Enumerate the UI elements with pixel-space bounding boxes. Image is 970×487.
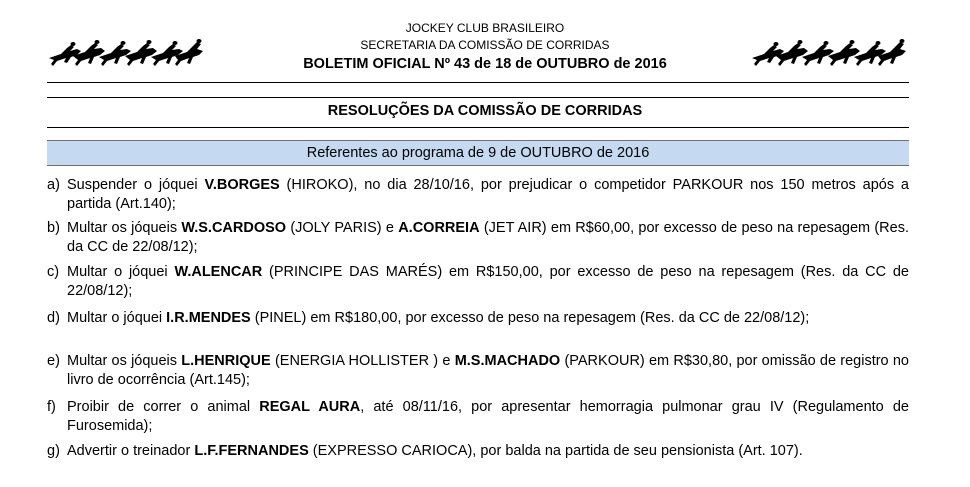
item-letter: a) [47, 177, 60, 193]
item-text-run: (JET AIR) em R$60,00, por excesso de peso na repesagem (Res. da CC de 22/08/12); [67, 220, 909, 255]
resolution-item [47, 309, 909, 328]
item-text-run: Multar os jóqueis [67, 353, 182, 369]
item-text-run: (HIROKO), no dia 28/10/16, por prejudicar o competidor PARKOUR nos 150 metros após a partida (Art.140); [67, 177, 909, 212]
item-text [67, 176, 909, 214]
item-text-bold: L.HENRIQUE [181, 353, 271, 369]
header-divider [47, 82, 909, 83]
item-text [67, 442, 909, 461]
racing-horses-icon [750, 36, 908, 70]
program-reference-bar: Referentes ao programa de 9 de OUTUBRO de 2016 [47, 140, 909, 166]
item-letter: g) [47, 443, 60, 459]
item-text-run: Proibir de correr o animal [67, 399, 260, 415]
item-letter: e) [47, 353, 60, 369]
resolution-item [47, 263, 909, 301]
item-text-run: (JOLY PARIS) e [286, 220, 399, 236]
section-top-divider [47, 97, 909, 98]
item-text-run: Multar o jóquei [67, 264, 175, 280]
org-name: JOCKEY CLUB BRASILEIRO [405, 21, 565, 35]
item-letter: f) [47, 399, 56, 415]
item-text-run: (ENERGIA HOLLISTER ) e [270, 353, 455, 369]
item-text [67, 263, 909, 301]
item-text-run: Multar o jóquei [67, 310, 167, 326]
item-text-run: (EXPRESSO CARIOCA), por balda na partida de seu pensionista (Art. 107). [308, 443, 803, 459]
item-text-run: Suspender o jóquei [67, 177, 205, 193]
section-bottom-divider [47, 127, 909, 128]
item-text-bold: L.F.FERNANDES [194, 443, 309, 459]
item-text-bold: A.CORREIA [398, 220, 480, 236]
item-text-run: (PARKOUR) em R$30,80, por omissão de registro no livro de ocorrência (Art.145); [67, 353, 909, 388]
item-text-run: Advertir o treinador [67, 443, 195, 459]
item-text-bold: W.S.CARDOSO [181, 220, 287, 236]
item-text-bold: V.BORGES [204, 177, 280, 193]
resolution-item [47, 352, 909, 390]
resolution-item [47, 442, 909, 461]
item-text [67, 309, 909, 328]
item-letter: d) [47, 310, 60, 326]
section-title: RESOLUÇÕES DA COMISSÃO DE CORRIDAS [327, 103, 643, 119]
item-text-run: Multar os jóqueis [67, 220, 182, 236]
resolution-item [47, 398, 909, 436]
item-text-bold: W.ALENCAR [174, 264, 263, 280]
resolution-item [47, 176, 909, 214]
bulletin-header [0, 0, 970, 90]
item-letter: b) [47, 220, 60, 236]
item-text-bold: M.S.MACHADO [454, 353, 561, 369]
item-text-run: (PRINCIPE DAS MARÉS) em R$150,00, por excesso de peso na repesagem (Res. da CC de 22/08/12); [67, 264, 909, 299]
item-text [67, 352, 909, 390]
resolution-item [47, 219, 909, 257]
bulletin-title: BOLETIM OFICIAL Nº 43 de 18 de OUTUBRO de 2016 [303, 56, 667, 72]
item-text [67, 219, 909, 257]
item-text-bold: REGAL AURA [259, 399, 361, 415]
item-text-run: , até 08/11/16, por apresentar hemorragia pulmonar grau IV (Regulamento de Furosemida); [67, 399, 909, 434]
item-text-bold: I.R.MENDES [166, 310, 251, 326]
item-letter: c) [47, 264, 60, 280]
department-name: SECRETARIA DA COMISSÃO DE CORRIDAS [360, 38, 610, 52]
item-text [67, 398, 909, 436]
item-text-run: (PINEL) em R$180,00, por excesso de peso na repesagem (Res. da CC de 22/08/12); [250, 310, 810, 326]
